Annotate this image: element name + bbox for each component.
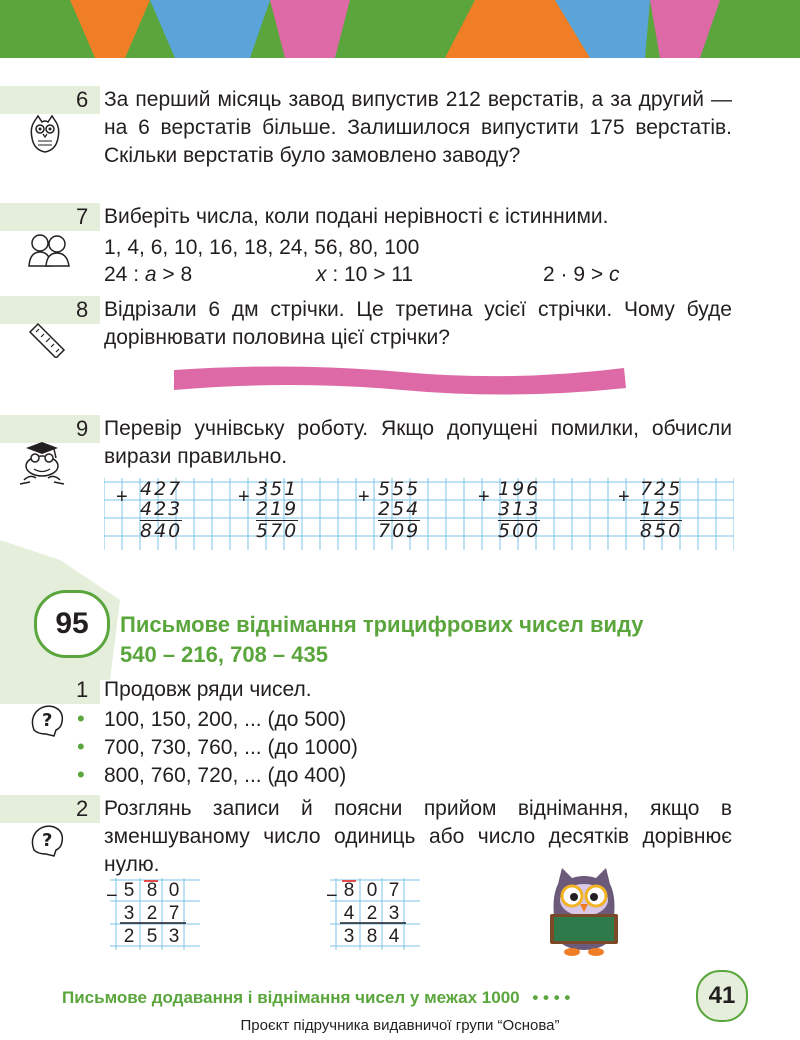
svg-text:?: ? [42, 830, 53, 851]
task-7-inequality-1: 24 : a > 8 [104, 263, 193, 286]
lesson-number: 95 [55, 607, 89, 640]
task-6-text: За перший місяць завод випустив 212 верстатів, а за другий — на 6 верстатів більше. Залишилося випустити 175 верстатів. Скільки верстатів було замовлено заводу? [104, 88, 732, 167]
task-9-number: 9 [76, 416, 89, 441]
task-1-number: 1 [76, 677, 89, 702]
operand-b: 254 [378, 498, 421, 520]
bullet-3: • [77, 762, 85, 787]
lesson-number-badge [34, 590, 110, 658]
operand-a: 196 [498, 478, 541, 500]
svg-text:?: ? [42, 710, 53, 731]
footer-section-text: Письмове додавання і віднімання чисел у межах 1000 [62, 988, 520, 1007]
page-number: 41 [708, 982, 736, 1009]
task-7-text: Виберіть числа, коли подані нерівності є істинними. [104, 205, 609, 228]
task-9-text: Перевір учнівську роботу. Якщо допущені помилки, обчисли вирази правильно. [104, 417, 732, 468]
digit: 7 [388, 880, 400, 901]
page-number-badge [696, 970, 748, 1022]
task-2-number: 2 [76, 796, 89, 821]
minus-sign: − [106, 885, 118, 907]
top-banner [0, 0, 800, 58]
bullet-2: • [77, 734, 85, 759]
digit: 8 [343, 880, 355, 901]
owl-icon [28, 114, 62, 154]
digit: 4 [343, 903, 355, 924]
digit: 2 [146, 903, 158, 924]
operand-b: 313 [498, 498, 541, 520]
question-head-icon [28, 824, 68, 858]
task-7-inequality-2: x : 10 > 11 [316, 263, 414, 286]
footer-dots: • • • • [532, 988, 571, 1007]
digit: 3 [343, 926, 355, 947]
digit: 3 [168, 926, 180, 947]
task-1-item-2: 700, 730, 760, ... (до 1000) [104, 736, 358, 759]
result: 709 [378, 520, 421, 542]
task-8-number: 8 [76, 297, 89, 322]
digit: 4 [388, 926, 400, 947]
operand-a: 427 [140, 478, 183, 500]
result: 840 [140, 520, 183, 542]
task-8-text: Відрізали 6 дм стрічки. Це третина усієї стрічки. Чому буде дорівнювати половина цієї стрічки? [104, 298, 732, 349]
digit: 5 [146, 926, 158, 947]
ribbon-strip [172, 362, 628, 396]
result: 500 [498, 520, 541, 542]
digit: 0 [366, 880, 378, 901]
pair-work-icon [26, 232, 72, 268]
digit: 2 [123, 926, 135, 947]
task-1-item-1: 100, 150, 200, ... (до 500) [104, 708, 347, 731]
result: 850 [640, 520, 683, 542]
ruler-icon [26, 322, 66, 358]
task-1-text: Продовж ряди чисел. [104, 678, 312, 701]
task-2-text: Розглянь записи й поясни прийом віднімання, якщо в зменшуваному число одиниць або число десятків дорівнює нулю. [104, 797, 732, 876]
digit: 5 [123, 880, 135, 901]
operand-b: 125 [640, 498, 683, 520]
digit: 8 [366, 926, 378, 947]
publisher-credit: Проєкт підручника видавничої групи “Основа” [240, 1017, 560, 1034]
frog-graduate-icon [16, 440, 70, 488]
minus-sign: − [326, 885, 338, 907]
operand-a: 555 [378, 478, 421, 500]
plus-sign: + [116, 486, 128, 508]
operand-a: 725 [640, 478, 683, 500]
question-head-icon [28, 704, 68, 738]
operand-b: 219 [256, 498, 299, 520]
result: 570 [256, 520, 299, 542]
operand-b: 423 [140, 498, 183, 520]
task-1-item-3: 800, 760, 720, ... (до 400) [104, 764, 347, 787]
plus-sign: + [238, 486, 250, 508]
digit: 2 [366, 903, 378, 924]
footer-section-title [62, 986, 570, 1010]
bullet-1: • [77, 706, 85, 731]
operand-a: 351 [256, 478, 299, 500]
task-6-number: 6 [76, 87, 89, 112]
digit: 7 [168, 903, 180, 924]
digit: 3 [123, 903, 135, 924]
plus-sign: + [618, 486, 630, 508]
plus-sign: + [478, 486, 490, 508]
plus-sign: + [358, 486, 370, 508]
owl-teacher-illustration [544, 866, 624, 958]
digit: 3 [388, 903, 400, 924]
digit: 0 [168, 880, 180, 901]
digit: 8 [146, 880, 158, 901]
lesson-title-line-1: Письмове віднімання трицифрових чисел виду [120, 612, 644, 637]
task-7-numbers: 1, 4, 6, 10, 16, 18, 24, 56, 80, 100 [104, 236, 420, 259]
task-7-inequality-3: 2 · 9 > c [543, 263, 620, 286]
task-7-number: 7 [76, 204, 89, 229]
lesson-title-line-2: 540 – 216, 708 – 435 [120, 642, 328, 667]
